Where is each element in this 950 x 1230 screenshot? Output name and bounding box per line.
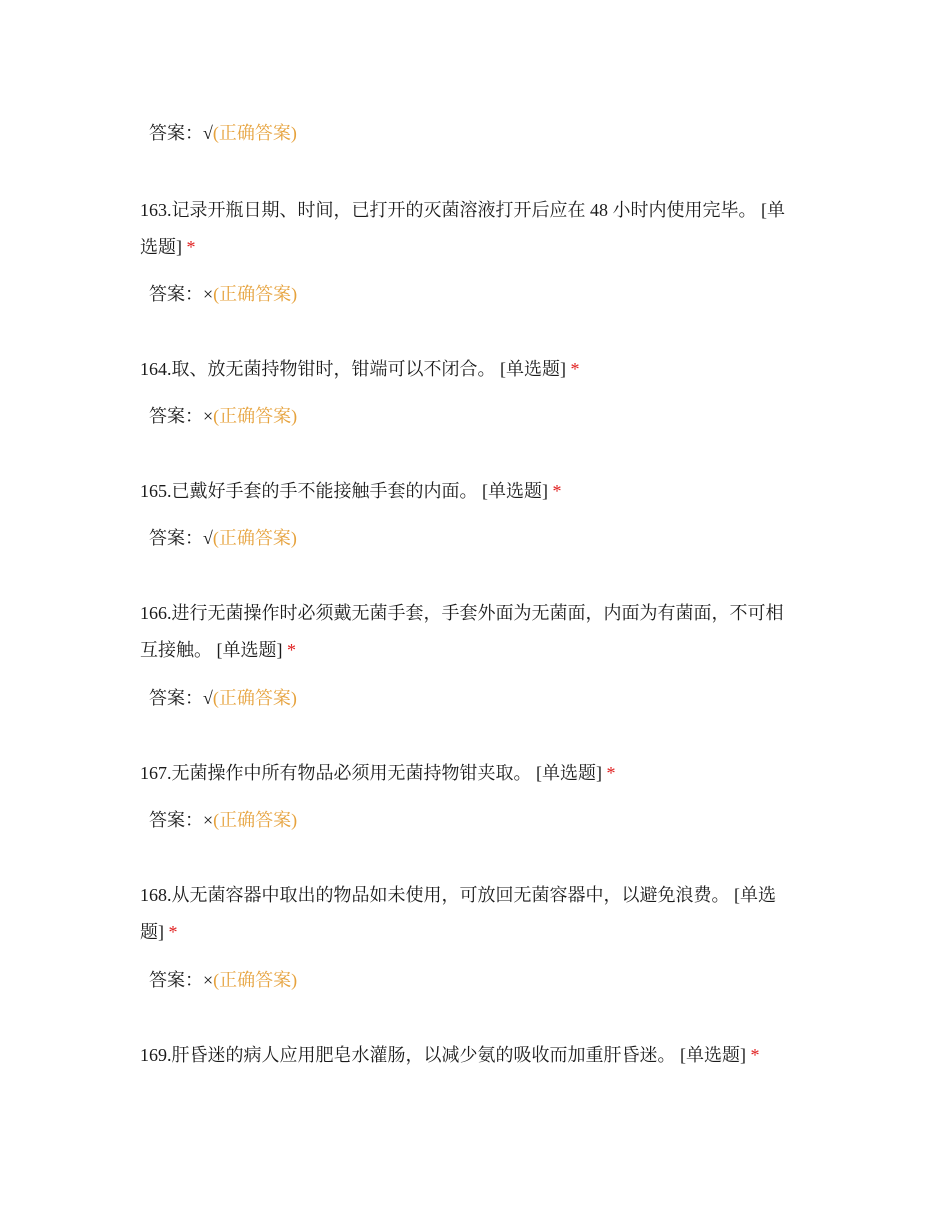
answer-line <box>149 808 297 832</box>
question-text-line1 <box>140 755 616 792</box>
question-166 <box>140 595 784 669</box>
answer-mark: × <box>203 284 214 304</box>
question-text: 题] <box>140 922 164 942</box>
question-text: 167.无菌操作中所有物品必须用无菌持物钳夹取。 [单选题] <box>140 763 602 783</box>
question-text-line2 <box>140 229 785 266</box>
correct-answer-label: (正确答案) <box>213 284 298 304</box>
required-mark: * <box>287 640 296 660</box>
required-mark: * <box>750 1045 760 1065</box>
answer-mark: √ <box>203 528 213 548</box>
question-164 <box>140 351 580 388</box>
answer-line <box>149 404 297 428</box>
question-text-line1 <box>140 351 580 388</box>
question-text-line1: 168.从无菌容器中取出的物品如未使用，可放回无菌容器中，以避免浪费。 [单选 <box>140 885 776 905</box>
required-mark: * <box>186 237 196 257</box>
answer-mark: × <box>203 970 214 990</box>
question-165 <box>140 473 562 510</box>
correct-answer-label: (正确答案) <box>212 123 297 143</box>
question-text-line1: 166.进行无菌操作时必须戴无菌手套，手套外面为无菌面，内面为有菌面，不可相 <box>140 603 784 623</box>
question-text-line2 <box>140 632 784 669</box>
question-type-label: 选题] <box>140 237 182 257</box>
required-mark: * <box>606 763 616 783</box>
question-167 <box>140 755 616 792</box>
question-163 <box>140 192 785 266</box>
correct-answer-label: (正确答案) <box>213 406 298 426</box>
required-mark: * <box>552 481 562 501</box>
question-text: 165.已戴好手套的手不能接触手套的内面。 [单选题] <box>140 481 548 501</box>
required-mark: * <box>570 359 580 379</box>
question-169 <box>140 1037 760 1074</box>
answer-label: 答案： <box>149 123 203 143</box>
correct-answer-label: (正确答案) <box>212 688 297 708</box>
answer-label: 答案： <box>149 688 203 708</box>
question-text-line1: 163.记录开瓶日期、时间，已打开的灭菌溶液打开后应在 48 小时内使用完毕。 [单 <box>140 200 785 220</box>
answer-line <box>149 968 297 992</box>
answer-mark: √ <box>203 123 213 143</box>
answer-label: 答案： <box>149 970 203 990</box>
required-mark: * <box>168 922 178 942</box>
answer-line <box>149 121 297 145</box>
answer-mark: × <box>203 810 214 830</box>
answer-label: 答案： <box>149 528 203 548</box>
correct-answer-label: (正确答案) <box>213 970 298 990</box>
question-text: 169.肝昏迷的病人应用肥皂水灌肠，以减少氨的吸收而加重肝昏迷。 [单选题] <box>140 1045 746 1065</box>
question-text-line1 <box>140 1037 760 1074</box>
answer-label: 答案： <box>149 810 203 830</box>
answer-mark: √ <box>203 688 213 708</box>
question-text-line1 <box>140 473 562 510</box>
question-text-line2 <box>140 914 776 951</box>
answer-mark: × <box>203 406 214 426</box>
answer-label: 答案： <box>149 406 203 426</box>
answer-label: 答案： <box>149 284 203 304</box>
answer-line <box>149 526 297 550</box>
question-168 <box>140 877 776 951</box>
correct-answer-label: (正确答案) <box>213 810 298 830</box>
question-text: 164.取、放无菌持物钳时，钳端可以不闭合。 [单选题] <box>140 359 566 379</box>
correct-answer-label: (正确答案) <box>212 528 297 548</box>
question-text: 互接触。 [单选题] <box>140 640 283 660</box>
answer-line <box>149 282 297 306</box>
answer-line <box>149 686 297 710</box>
